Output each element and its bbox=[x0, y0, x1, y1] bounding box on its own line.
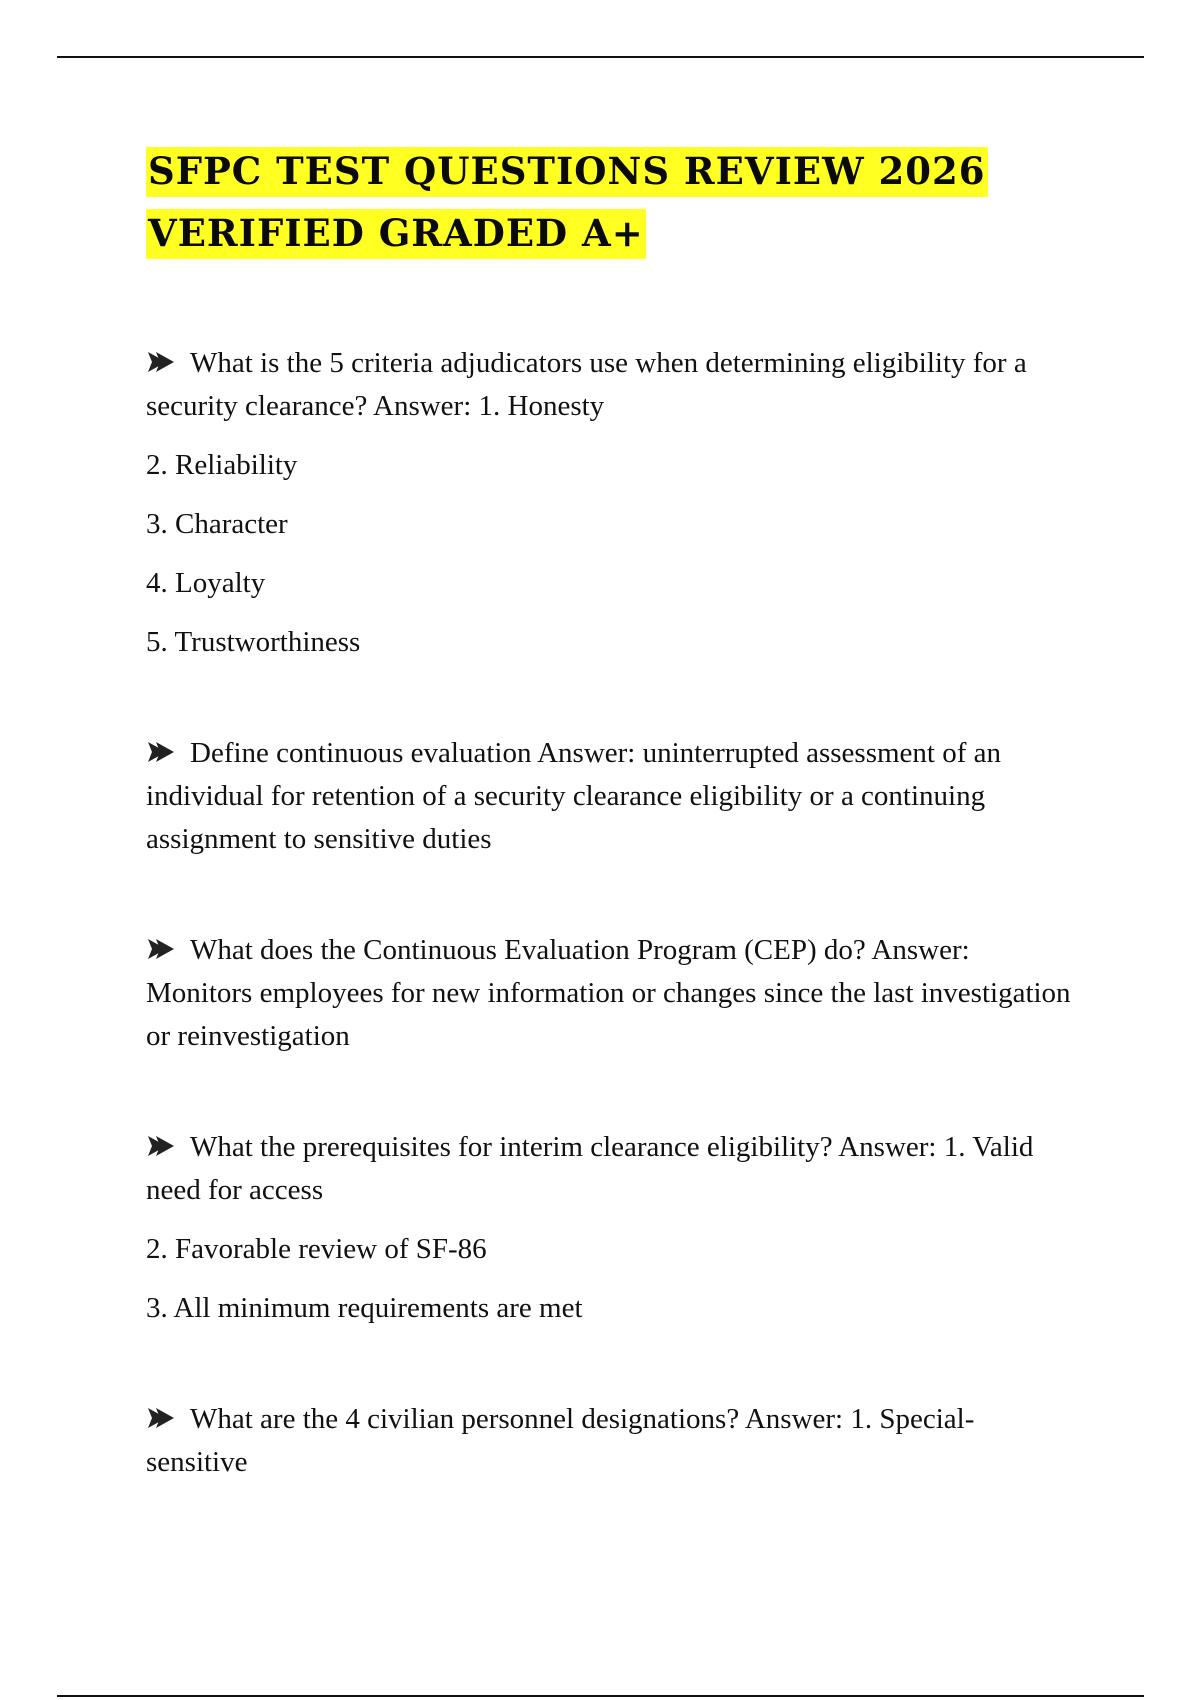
question-text-line bbox=[146, 1398, 1071, 1484]
question-block bbox=[146, 1126, 1071, 1330]
question-block bbox=[146, 929, 1071, 1058]
answer-list-item: 2. Reliability bbox=[146, 449, 298, 481]
document-body bbox=[146, 140, 1071, 1552]
question-text-line bbox=[146, 732, 1071, 861]
double-arrow-bullet-icon bbox=[146, 740, 176, 764]
question-block bbox=[146, 1398, 1071, 1484]
title-line-1: SFPC TEST QUESTIONS REVIEW 2026 bbox=[146, 147, 988, 197]
answer-list-item: 2. Favorable review of SF-86 bbox=[146, 1233, 487, 1265]
answer-list-item: 3. Character bbox=[146, 508, 288, 540]
question-text-line bbox=[146, 929, 1071, 1058]
double-arrow-bullet-icon bbox=[146, 1134, 176, 1158]
double-arrow-bullet-icon bbox=[146, 937, 176, 961]
bottom-divider bbox=[57, 1695, 1144, 1697]
double-arrow-bullet-icon bbox=[146, 350, 176, 374]
answer-list-item: 5. Trustworthiness bbox=[146, 626, 361, 658]
page-title bbox=[146, 140, 1071, 264]
question-text-line bbox=[146, 1126, 1071, 1212]
answer-list-item: 3. All minimum requirements are met bbox=[146, 1292, 583, 1324]
question-text: What are the 4 civilian personnel designations? Answer: 1. Special-sensitive bbox=[146, 1403, 975, 1478]
question-text: Define continuous evaluation Answer: uninterrupted assessment of an individual for retention of a security clearance eligibility or a continuing assignment to sensitive duties bbox=[146, 737, 1001, 855]
double-arrow-bullet-icon bbox=[146, 1406, 176, 1430]
question-text-line bbox=[146, 342, 1071, 428]
question-text: What does the Continuous Evaluation Program (CEP) do? Answer: Monitors employees for new information or changes since the last investigation or reinvestigation bbox=[146, 934, 1071, 1052]
question-block bbox=[146, 342, 1071, 664]
title-line-2: VERIFIED GRADED A+ bbox=[146, 209, 646, 259]
question-text: What is the 5 criteria adjudicators use when determining eligibility for a security clearance? Answer: 1. Honesty bbox=[146, 347, 1027, 422]
answer-list-item: 4. Loyalty bbox=[146, 567, 266, 599]
question-text: What the prerequisites for interim clearance eligibility? Answer: 1. Valid need for access bbox=[146, 1131, 1034, 1206]
question-block bbox=[146, 732, 1071, 861]
top-divider bbox=[57, 56, 1144, 58]
